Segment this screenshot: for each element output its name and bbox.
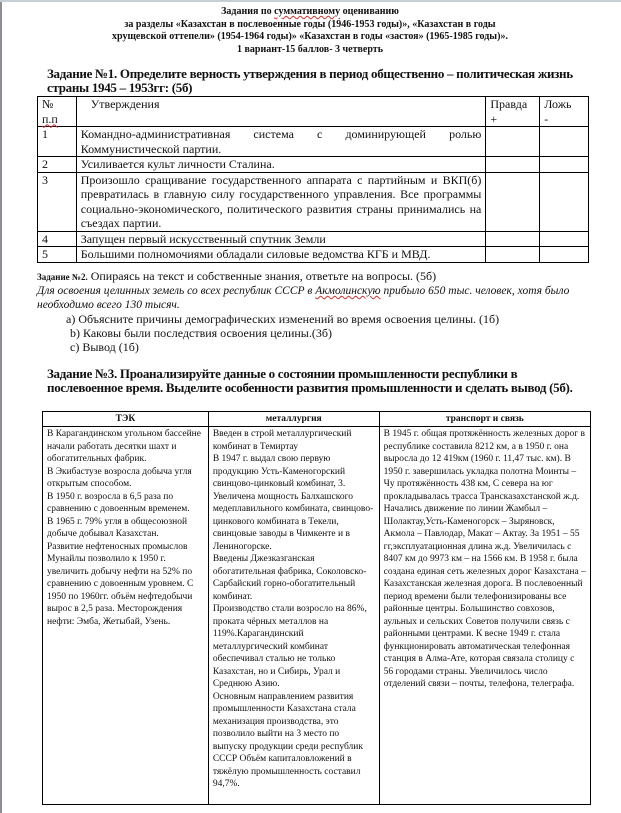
header-line-3: хрущевской оттепели» (1954-1964 годы)» «Казахстан в годы «застоя» (1965-1985 годы)». xyxy=(112,31,508,42)
misspelled-word: Акмолинскую xyxy=(315,285,381,297)
header-line-1: Задания по суммативному оцениванию xyxy=(221,6,399,17)
row-statement: Произошло сращивание государственного аппарата с партийным и ВКП(б) превратилась в главную силу государственного управления. Все программы социально-экономического, политического развития страны принимались на съездах партии. xyxy=(76,172,486,231)
true-answer-cell[interactable] xyxy=(486,157,540,173)
document-header xyxy=(60,6,560,56)
row-num: 2 xyxy=(38,157,77,173)
task3-title: Задание №3. Проанализируйте данные о состоянии промышленности республики в послевоенное время. Выделите особенности развития промышленности и сделать вывод (5б). xyxy=(47,366,573,395)
cell-metallurgy: Введен в строй металлургический комбинат в Темиртау В 1947 г. выдал свою первую продукцию Усть-Каменогорский свинцово-цинковый комбинат, 3. Увеличена мощность Балхашского медеплавильного комбината, свинцово-цинкового комбината в Текели, свинцовые заводы в Чимкенте и в Лениногорске. Введены Джезказганская обогатительная фабрика, Соколовско-Сарбайский горно-обогатительный комбинат. Производство стали возросло на 86%, проката чёрных металлов на 119%.Карагандинский металлургический комбинат обеспечивал сталью не только Казахстан, но и Сибирь, Урал и Среднюю Азию. Основным направлением развития промышленности Казахстана стала механизация производства, это позволило выйти на 3 место по выпуску продукции среди республик СССР Объём капиталовложений в тяжёлую промышленность составил 94,7%. xyxy=(208,427,379,805)
task2-source-text: Для освоения целинных земель со всех республик СССР в Акмолинскую прибыло 650 тыс. человек, хотя было необходимо всего 130 тысяч. xyxy=(37,285,570,311)
table-row xyxy=(43,427,591,805)
row-num: 3 xyxy=(38,172,77,231)
table-row xyxy=(38,247,589,263)
header-line-2: за разделы «Казахстан в послевоенные годы (1946-1953 годы)», «Казахстан в годы xyxy=(124,18,496,30)
col-true-header: Правда + xyxy=(486,97,540,127)
table-row xyxy=(38,157,589,173)
row-num: 4 xyxy=(38,231,77,247)
cell-transport: В 1945 г. общая протяжённость железных дорог в республике составила 8212 км, а в 1950 г. она выросла до 12 419км (1960 г. 11,47 тыс. км). В 1950 г. завершилась укладка полотна Моинты – Чу протяжённость 438 км, С севера на юг прокладывалась трасса Трансказахстанской ж.д. Начались движение по линии Жамбыл – Шолактау,Усть-Каменогорск – Зыряновск, Акмола – Павлодар, Макат – Актау. За 1951 – 55 гг,эксплуатационная длина ж.д. Увеличилась с 8407 км до 9973 км – на 1566 км. В 1958 г. была создана единая сеть железных дорог Казахстана – Казахстанская железная дорога. В послевоенный период времени были телефонизированы все районные центры. Большинство совхозов, аульных и сельских Советов получили связь с районными центрами. К весне 1949 г. стала функционировать автоматическая телефонная станция в Алма-Ате, которая связала столицу с 56 городами страны. Увеличилось число отделений связи – почты, телефона, телеграфа. xyxy=(379,427,590,805)
true-answer-cell[interactable] xyxy=(486,172,540,231)
false-answer-cell[interactable] xyxy=(540,157,589,173)
col-header-tek: ТЭК xyxy=(43,412,209,427)
true-answer-cell[interactable] xyxy=(486,127,540,157)
table-row xyxy=(38,127,589,157)
misspelled-word: суммативному xyxy=(274,6,341,17)
row-statement: Усиливается культ личности Сталина. xyxy=(76,157,486,173)
table-header-row xyxy=(38,97,589,127)
task2-label: Задание №2. xyxy=(37,272,88,282)
task3-table xyxy=(42,411,591,805)
page-edge xyxy=(0,0,2,813)
task2-section xyxy=(37,269,597,354)
row-statement: Большими полномочиями обладали силовые ведомства КГБ и МВД. xyxy=(76,247,486,263)
header-line-4: 1 вариант-15 баллов- 3 четверть xyxy=(237,43,383,55)
col-statement-header: Утверждения xyxy=(76,97,486,127)
task1-table xyxy=(37,96,589,263)
question-c: c) Вывод (1б) xyxy=(70,340,139,354)
question-b: b) Каковы были последствия освоения целины.(3б) xyxy=(70,326,332,340)
task1-title: Задание №1. Определите верность утверждения в период общественно – политическая жизнь страны 1945 – 1953гг: (5б) xyxy=(47,66,573,95)
question-a: a) Объясните причины демографических изменений во время освоения целины. (1б) xyxy=(66,312,500,326)
col-num-header: № п.п xyxy=(38,97,77,127)
col-false-header: Ложь - xyxy=(540,97,589,127)
page-edge-top xyxy=(0,0,621,2)
false-answer-cell[interactable] xyxy=(540,172,589,231)
true-answer-cell[interactable] xyxy=(486,231,540,247)
row-statement: Запущен первый искусственный спутник Земли xyxy=(76,231,486,247)
row-num: 1 xyxy=(38,127,77,157)
col-header-metallurgy: металлургия xyxy=(208,412,379,427)
false-answer-cell[interactable] xyxy=(540,231,589,247)
col-header-transport: транспорт и связь xyxy=(379,412,590,427)
table-header-row xyxy=(43,412,591,427)
cell-tek: В Карагандинском угольном бассейне начали работать десятки шахт и обогатительных фабрик. В Экибастузе возросла добыча угля открытым способом. В 1950 г. возросла в 6,5 раза по сравнению с довоенным временем. В 1965 г. 79% угля в общесоюзной добыче добывал Казахстан. Развитие нефтеносных промыслов Мунайлы позволило к 1950 г. увеличить добычу нефти на 52% по сравнению с довоенным уровнем. С 1950 по 1960гг. объём нефтедобычи вырос в 2,5 раза. Месторождения нефти: Эмба, Жетыбай, Узень. xyxy=(43,427,209,805)
table-row xyxy=(38,231,589,247)
row-statement: Командно-административная система с доминирующей ролью Коммунистической партии. xyxy=(76,127,486,157)
false-answer-cell[interactable] xyxy=(540,247,589,263)
table-row xyxy=(38,172,589,231)
task2-title: Задание №2. Опираясь на текст и собственные знания, ответьте на вопросы. (5б) xyxy=(37,269,437,283)
row-num: 5 xyxy=(38,247,77,263)
false-answer-cell[interactable] xyxy=(540,127,589,157)
true-answer-cell[interactable] xyxy=(486,247,540,263)
